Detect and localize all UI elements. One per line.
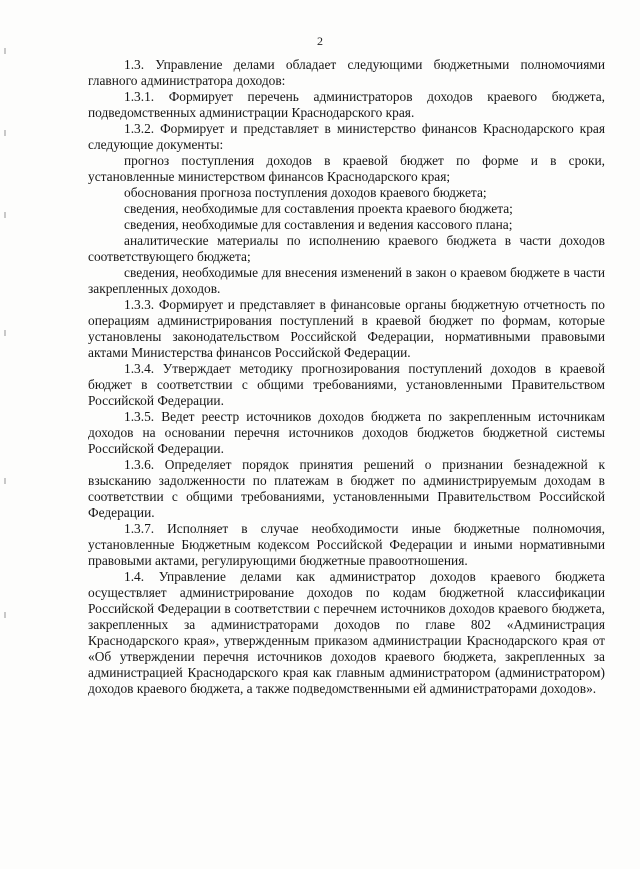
page-number: 2: [317, 34, 323, 48]
list-item-justification: обоснования прогноза поступления доходов краевого бюджета;: [124, 185, 487, 200]
scan-mark: [4, 212, 6, 218]
paragraph-1-3-2: 1.3.2. Формирует и представляет в министерство финансов Краснодарского края следующие документы:: [88, 121, 605, 152]
list-item-cash-plan: сведения, необходимые для составления и ведения кассового плана;: [124, 217, 513, 232]
list-item-analytics: аналитические материалы по исполнению краевого бюджета в части доходов соответствующего бюджета;: [88, 233, 605, 264]
paragraph-1-3-6: 1.3.6. Определяет порядок принятия решений о признании безнадежной к взысканию задолженности по платежам в бюджет по администрируемым доходам в соответствии с общими требованиями, установленными Правительством Российской Федерации.: [88, 457, 605, 520]
scan-mark: [4, 478, 6, 484]
list-item-forecast: прогноз поступления доходов в краевой бюджет по форме и в сроки, установленные министерством финансов Краснодарского края;: [88, 153, 605, 184]
document-body: [88, 57, 605, 697]
paragraph-1-3-1: 1.3.1. Формирует перечень администраторов доходов краевого бюджета, подведомственных администрации Краснодарского края.: [88, 89, 605, 120]
list-item-budget-draft: сведения, необходимые для составления проекта краевого бюджета;: [124, 201, 513, 216]
scan-mark: [4, 330, 6, 336]
paragraph-1-3-4: 1.3.4. Утверждает методику прогнозирования поступлений доходов в краевой бюджет в соответствии с общими требованиями, установленными Правительством Российской Федерации.: [88, 361, 605, 408]
list-item-law-changes: сведения, необходимые для внесения изменений в закон о краевом бюджете в части закрепленных доходов.: [88, 265, 605, 296]
paragraph-1-3-3: 1.3.3. Формирует и представляет в финансовые органы бюджетную отчетность по операциям администрирования поступлений в краевой бюджет по формам, которые установлены законодательством Российской Федерации, нормативными правовыми актами Министерства финансов Российской Федерации.: [88, 297, 605, 360]
scan-mark: [4, 130, 6, 136]
paragraph-1-4: 1.4. Управление делами как администратор доходов краевого бюджета осуществляет администрирование доходов по кодам бюджетной классификации Российской Федерации в соответствии с перечнем источников доходов краевого бюджета, закрепленных за администраторами доходов по главе 802 «Администрация Краснодарского края», утвержденным приказом администрации Краснодарского края от «Об утверждении перечня источников доходов краевого бюджета, закрепленных за администрацией Краснодарского края как главным администратором (администратором) доходов краевого бюджета, а также подведомственными ей администраторами доходов».: [88, 569, 605, 696]
paragraph-1-3-5: 1.3.5. Ведет реестр источников доходов бюджета по закрепленным источникам доходов на основании перечня источников доходов бюджетов бюджетной системы Российской Федерации.: [88, 409, 605, 456]
scan-mark: [4, 612, 6, 618]
paragraph-1-3: 1.3. Управление делами обладает следующими бюджетными полномочиями главного администратора доходов:: [88, 57, 605, 88]
paragraph-1-3-7: 1.3.7. Исполняет в случае необходимости иные бюджетные полномочия, установленные Бюджетным кодексом Российской Федерации и иными нормативными правовыми актами, регулирующими бюджетные правоотношения.: [88, 521, 605, 568]
